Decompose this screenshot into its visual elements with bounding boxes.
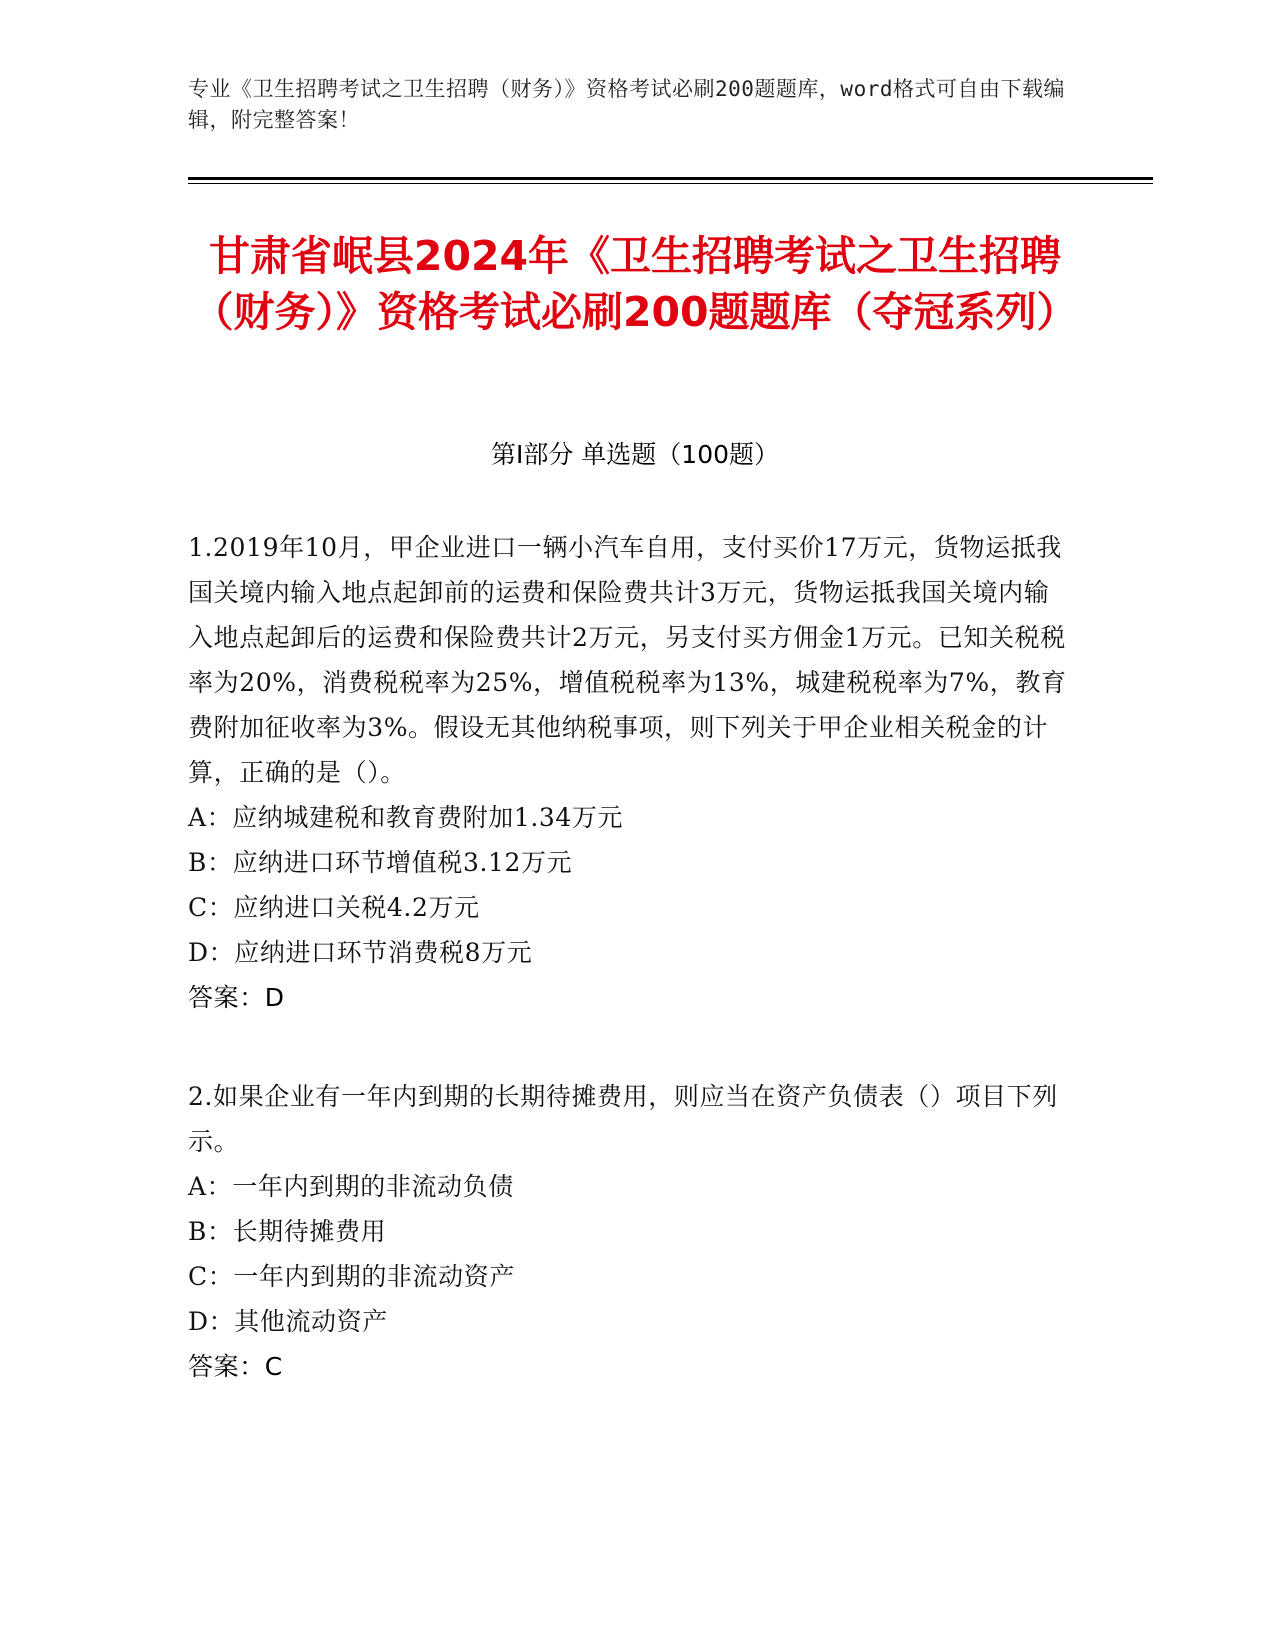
- header-divider-thin: [188, 183, 1153, 184]
- option-b: B：应纳进口环节增值税3.12万元: [188, 848, 573, 877]
- answer-line: 答案：D: [188, 983, 285, 1012]
- header-note: 专业《卫生招聘考试之卫生招聘（财务）》资格考试必刷200题题库，word格式可自由下载编辑，附完整答案！: [188, 77, 1065, 132]
- question-block-2: [188, 1074, 1068, 1389]
- question-text: 2.如果企业有一年内到期的长期待摊费用，则应当在资产负债表（）项目下列示。: [188, 1082, 1058, 1156]
- question-text: 1.2019年10月，甲企业进口一辆小汽车自用，支付买价17万元，货物运抵我国关境内输入地点起卸前的运费和保险费共计3万元，货物运抵我国关境内输入地点起卸后的运费和保险费共计2万元，另支付买方佣金1万元。已知关税税率为20%，消费税税率为25%，增值税税率为13%，城建税税率为7%，教育费附加征收率为3%。假设无其他纳税事项，则下列关于甲企业相关税金的计算，正确的是（）。: [188, 533, 1067, 787]
- option-d: D：其他流动资产: [188, 1307, 388, 1336]
- option-a: A：一年内到期的非流动负债: [188, 1172, 514, 1201]
- section-heading: 第I部分 单选题（100题）: [490, 440, 780, 469]
- question-block-1: [188, 525, 1068, 1020]
- option-d: D：应纳进口环节消费税8万元: [188, 938, 533, 967]
- option-c: C：应纳进口关税4.2万元: [188, 893, 480, 922]
- option-a: A：应纳城建税和教育费附加1.34万元: [188, 803, 624, 832]
- document-title: 甘肃省岷县2024年《卫生招聘考试之卫生招聘（财务）》资格考试必刷200题题库（夺冠系列）: [192, 232, 1078, 336]
- option-b: B：长期待摊费用: [188, 1217, 387, 1246]
- answer-line: 答案：C: [188, 1352, 283, 1381]
- header-divider-thick: [188, 177, 1153, 180]
- option-c: C：一年内到期的非流动资产: [188, 1262, 515, 1291]
